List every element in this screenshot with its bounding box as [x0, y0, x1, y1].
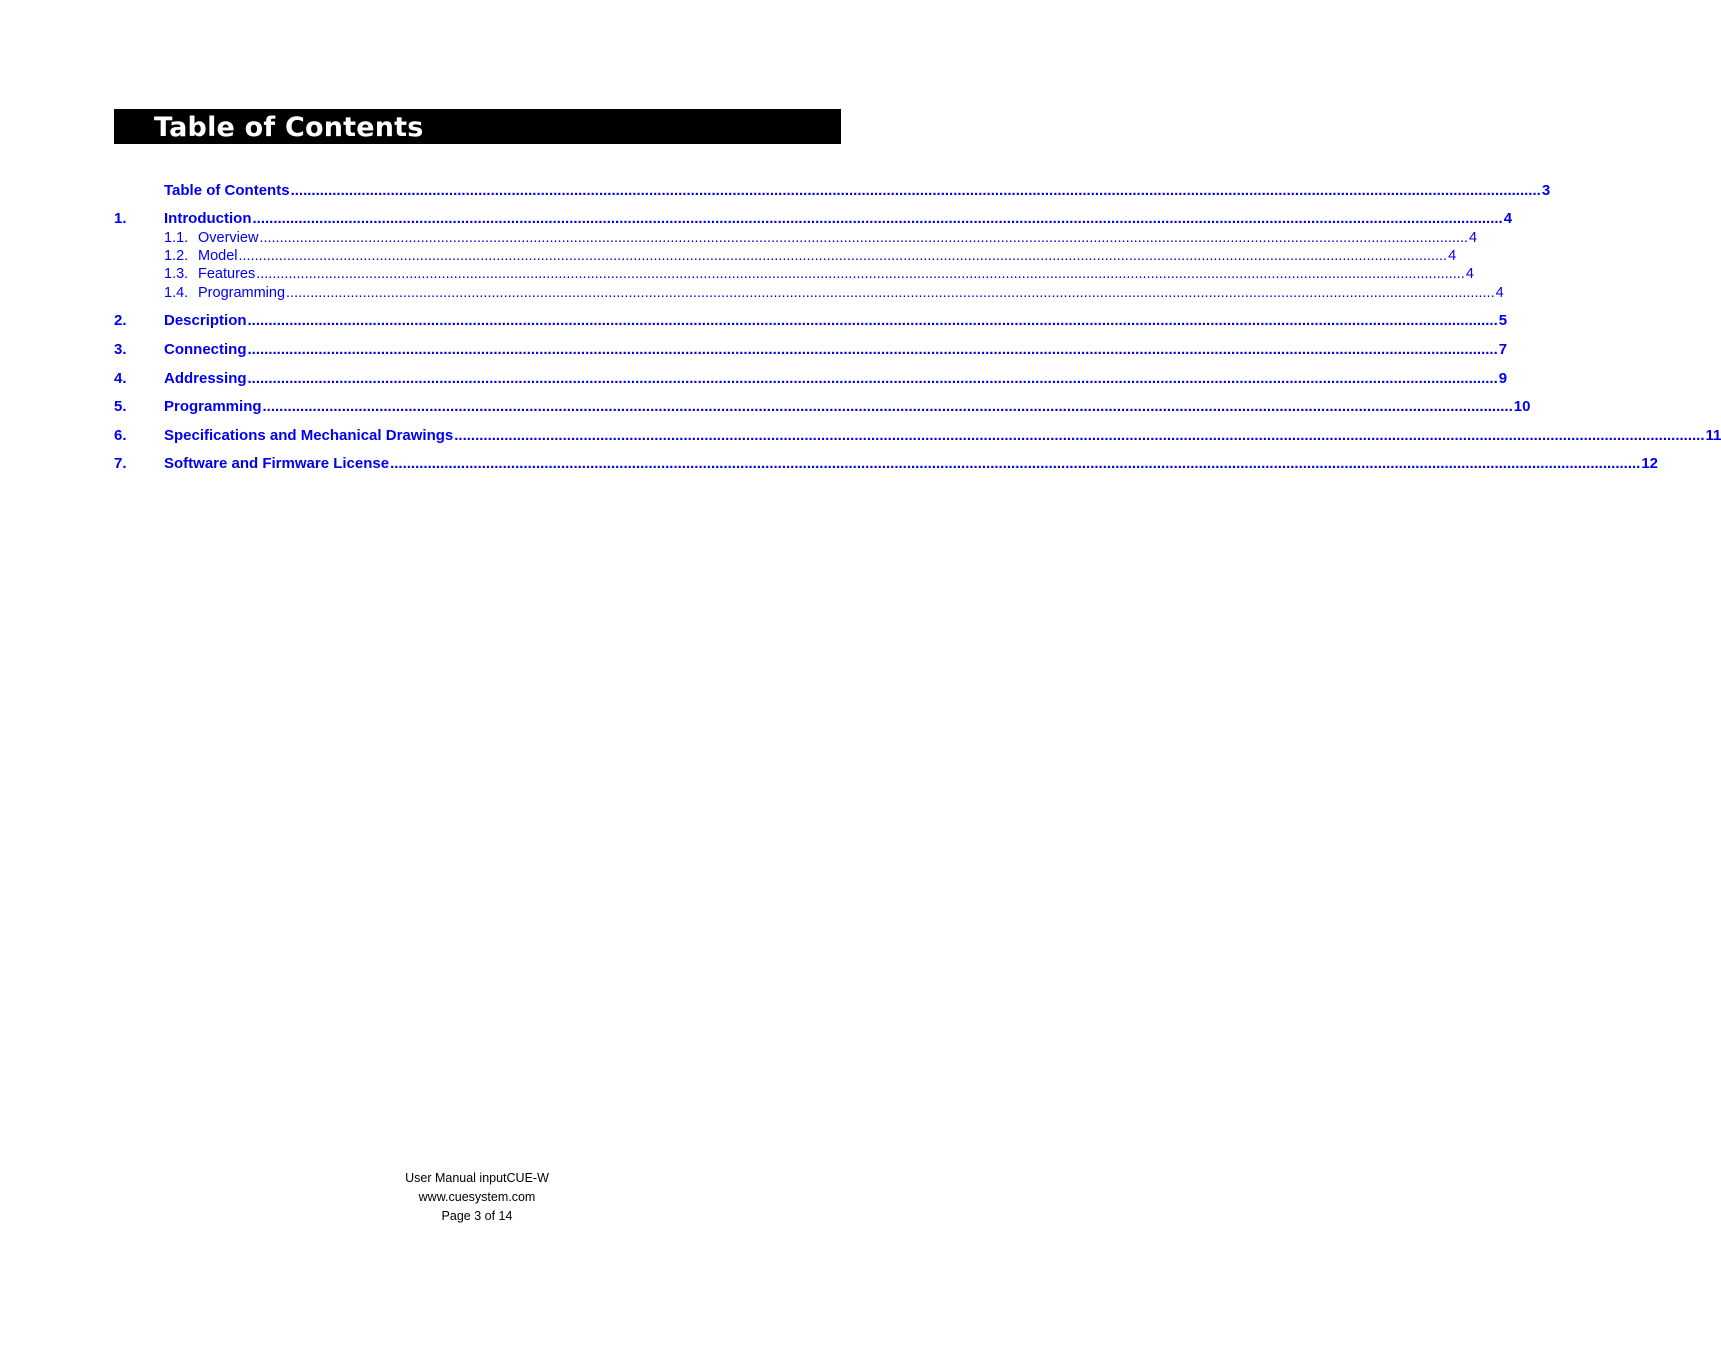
footer-manual-title: User Manual inputCUE-W	[405, 1171, 549, 1185]
page-title: Table of Contents	[154, 112, 424, 143]
toc-leader: ............................................................................................................................................................................................................................................................................................................	[259, 230, 1469, 246]
toc-leader: ............................................................................................................................................................................................................................................................................................................	[247, 312, 1498, 329]
toc-leader: ............................................................................................................................................................................................................................................................................................................	[256, 266, 1465, 282]
toc-leader: ............................................................................................................................................................................................................................................................................................................	[238, 248, 1448, 264]
toc-entry-features[interactable]	[114, 265, 1474, 283]
toc-page: 4	[1448, 248, 1457, 264]
toc-number: 1.	[114, 210, 127, 227]
title-bar	[114, 109, 841, 144]
footer-website: www.cuesystem.com	[418, 1190, 536, 1204]
toc-label: Addressing	[164, 370, 247, 387]
toc-entry-programming-sub[interactable]	[114, 284, 1504, 302]
toc-number: 1.2.	[164, 248, 189, 264]
toc-page: 5	[1498, 312, 1508, 329]
toc-page: 4	[1503, 210, 1513, 227]
toc-entry-license[interactable]	[114, 455, 1659, 473]
toc-leader: ............................................................................................................................................................................................................................................................................................................	[286, 285, 1495, 301]
toc-entry-connecting[interactable]	[114, 341, 1508, 359]
toc-page: 12	[1641, 455, 1659, 472]
toc-label: Connecting	[164, 341, 247, 358]
toc-leader: ............................................................................................................................................................................................................................................................................................................	[390, 455, 1641, 472]
toc-number: 5.	[114, 398, 127, 415]
toc-leader: ............................................................................................................................................................................................................................................................................................................	[290, 182, 1541, 199]
toc-leader: ............................................................................................................................................................................................................................................................................................................	[252, 210, 1503, 227]
toc-number: 1.1.	[164, 230, 189, 246]
toc-page: 10	[1513, 398, 1531, 415]
toc-entry-model[interactable]	[114, 247, 1457, 265]
toc-label: Specifications and Mechanical Drawings	[164, 427, 454, 444]
toc-label: Overview	[198, 230, 259, 246]
toc-number: 6.	[114, 427, 127, 444]
toc-page: 7	[1498, 341, 1508, 358]
toc-leader: ............................................................................................................................................................................................................................................................................................................	[247, 370, 1498, 387]
toc-label: Features	[198, 266, 256, 282]
toc-page: 4	[1495, 285, 1504, 301]
toc-page: 11	[1705, 427, 1721, 444]
toc-label: Introduction	[164, 210, 252, 227]
toc-entry-description[interactable]	[114, 312, 1508, 330]
toc-number: 2.	[114, 312, 127, 329]
toc-label: Model	[198, 248, 238, 264]
toc-number: 7.	[114, 455, 127, 472]
toc-entry-introduction[interactable]	[114, 210, 1513, 228]
toc-leader: ............................................................................................................................................................................................................................................................................................................	[454, 427, 1705, 444]
toc-entry-table-of-contents[interactable]	[114, 182, 1551, 200]
toc-page: 3	[1541, 182, 1551, 199]
toc-number: 4.	[114, 370, 127, 387]
toc-page: 4	[1465, 266, 1474, 282]
toc-number: 1.4.	[164, 285, 189, 301]
toc-number: 1.3.	[164, 266, 189, 282]
toc-number: 3.	[114, 341, 127, 358]
toc-leader: ............................................................................................................................................................................................................................................................................................................	[262, 398, 1513, 415]
toc-label: Description	[164, 312, 247, 329]
toc-label: Table of Contents	[164, 182, 290, 199]
toc-label: Programming	[164, 398, 262, 415]
toc-entry-overview[interactable]	[114, 229, 1478, 247]
toc-label: Software and Firmware License	[164, 455, 390, 472]
toc-entry-addressing[interactable]	[114, 370, 1508, 388]
toc-page: 4	[1469, 230, 1478, 246]
toc-entry-specifications[interactable]	[114, 427, 1721, 445]
toc-entry-programming[interactable]	[114, 398, 1531, 416]
toc-leader: ............................................................................................................................................................................................................................................................................................................	[247, 341, 1498, 358]
toc-page: 9	[1498, 370, 1508, 387]
footer-page-number: Page 3 of 14	[441, 1209, 513, 1223]
toc-label: Programming	[198, 285, 286, 301]
